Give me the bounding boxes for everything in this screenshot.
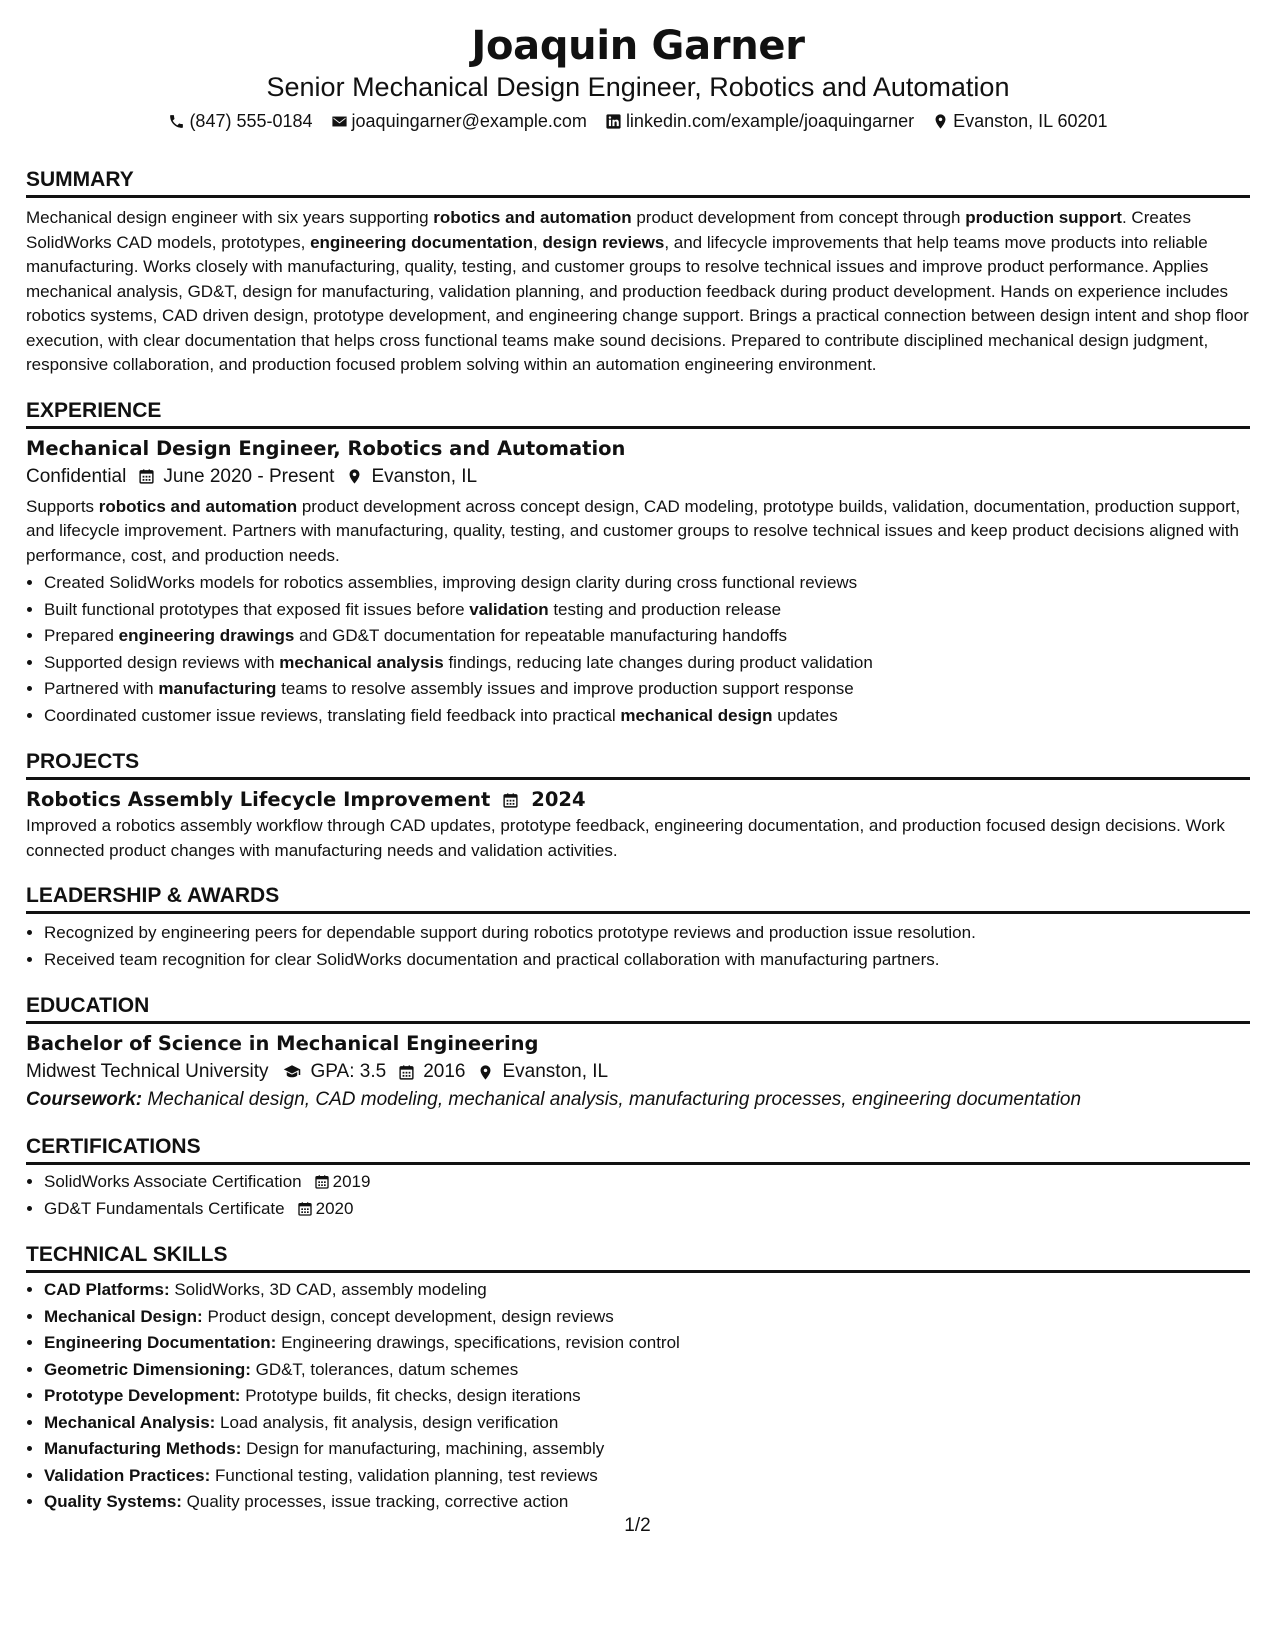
contact-email[interactable] bbox=[331, 109, 587, 133]
location-text: Evanston, IL 60201 bbox=[953, 111, 1108, 131]
calendar-icon bbox=[314, 1174, 330, 1190]
experience-section bbox=[26, 398, 1250, 730]
job-meta bbox=[26, 463, 1250, 491]
cert-year: 2019 bbox=[332, 1172, 371, 1191]
skills-section bbox=[26, 1242, 1250, 1516]
company-name: Confidential bbox=[26, 465, 127, 487]
list-item: • Coordinated customer issue reviews, translating field feedback into practical mechanical design updates bbox=[44, 703, 1250, 730]
linkedin-icon bbox=[605, 113, 622, 130]
calendar-icon bbox=[138, 468, 155, 485]
phone-text: (847) 555-0184 bbox=[189, 111, 313, 131]
resume-page bbox=[26, 22, 1250, 1516]
leadership-section bbox=[26, 883, 1250, 973]
section-title-skills: TECHNICAL SKILLS bbox=[26, 1242, 1250, 1273]
list-item: • Created SolidWorks models for robotics assemblies, improving design clarity during cross functional reviews bbox=[44, 570, 1250, 597]
map-pin-icon bbox=[932, 113, 949, 130]
job-bullets bbox=[26, 570, 1250, 729]
phone-icon bbox=[168, 113, 185, 130]
project-year: 2024 bbox=[531, 788, 586, 811]
list-item bbox=[44, 1169, 1250, 1196]
list-item: • Recognized by engineering peers for dependable support during robotics prototype reviews and production issue resolution. bbox=[44, 920, 1250, 947]
graduation-year: 2016 bbox=[423, 1061, 466, 1082]
calendar-icon bbox=[502, 792, 519, 809]
section-title-experience: EXPERIENCE bbox=[26, 398, 1250, 429]
job-title: Mechanical Design Engineer, Robotics and Automation bbox=[26, 436, 626, 460]
graduation-cap-icon bbox=[281, 1063, 303, 1081]
job-location: Evanston, IL bbox=[371, 465, 478, 487]
calendar-icon bbox=[398, 1064, 415, 1081]
email-text[interactable]: joaquingarner@example.com bbox=[351, 111, 587, 131]
list-item: • Supported design reviews with mechanical analysis findings, reducing late changes during product validation bbox=[44, 650, 1250, 677]
section-title-certifications: CERTIFICATIONS bbox=[26, 1134, 1250, 1165]
gpa-text: GPA: 3.5 bbox=[310, 1061, 387, 1082]
certifications-section bbox=[26, 1134, 1250, 1222]
list-item: • Quality Systems: Quality processes, issue tracking, corrective action bbox=[44, 1489, 1250, 1516]
list-item: • Engineering Documentation: Engineering drawings, specifications, revision control bbox=[44, 1330, 1250, 1357]
list-item: • Validation Practices: Functional testing, validation planning, test reviews bbox=[44, 1463, 1250, 1490]
envelope-icon bbox=[331, 113, 348, 130]
calendar-icon bbox=[297, 1201, 313, 1217]
linkedin-text[interactable]: linkedin.com/example/joaquingarner bbox=[625, 111, 915, 131]
contact-bar bbox=[26, 109, 1250, 133]
cert-name: • SolidWorks Associate Certification bbox=[44, 1172, 302, 1191]
school-location: Evanston, IL bbox=[502, 1061, 609, 1082]
list-item: • Geometric Dimensioning: GD&T, tolerances, datum schemes bbox=[44, 1357, 1250, 1384]
section-title-summary: SUMMARY bbox=[26, 167, 1250, 198]
list-item: • Prototype Development: Prototype builds, fit checks, design iterations bbox=[44, 1383, 1250, 1410]
list-item: • Mechanical Design: Product design, concept development, design reviews bbox=[44, 1304, 1250, 1331]
section-title-leadership: LEADERSHIP & AWARDS bbox=[26, 883, 1250, 914]
degree-name: Bachelor of Science in Mechanical Engineering bbox=[26, 1032, 539, 1055]
list-item: • Received team recognition for clear SolidWorks documentation and practical collaboration with manufacturing partners. bbox=[44, 947, 1250, 974]
project-description: Improved a robotics assembly workflow through CAD updates, prototype feedback, engineering documentation, and production focused design decisions. Work connected product changes with manufacturing needs and validation activities. bbox=[26, 816, 1225, 860]
list-item: • Built functional prototypes that exposed fit issues before validation testing and production release bbox=[44, 597, 1250, 624]
list-item bbox=[44, 1196, 1250, 1223]
candidate-name: Joaquin Garner bbox=[471, 23, 805, 69]
summary-section bbox=[26, 167, 1250, 378]
cert-name: • GD&T Fundamentals Certificate bbox=[44, 1198, 285, 1218]
project-heading bbox=[26, 786, 1250, 814]
skills-list bbox=[26, 1277, 1250, 1516]
map-pin-icon bbox=[346, 468, 363, 485]
project-name: Robotics Assembly Lifecycle Improvement bbox=[26, 788, 491, 811]
section-title-education: EDUCATION bbox=[26, 993, 1250, 1024]
coursework: Coursework: Mechanical design, CAD modeling, mechanical analysis, manufacturing processes, engineering documentation bbox=[26, 1089, 1082, 1110]
summary-text: Mechanical design engineer with six years supporting robotics and automation product development from concept through production support. Creates SolidWorks CAD models, prototypes, engineering documentation, design reviews, and lifecycle improvements that help teams move products into reliable manufacturing. Works closely with manufacturing, quality, testing, and customer groups to resolve technical issues and improve product performance. Applies mechanical analysis, GD&T, design for manufacturing, validation planning, and production feedback during product development. Hands on experience includes robotics systems, CAD driven design, prototype development, and engineering change support. Brings a practical connection between design intent and shop floor execution, with clear documentation that helps cross functional teams make sound decisions. Prepared to contribute disciplined mechanical design judgment, responsive collaboration, and production focused problem solving within an automation engineering environment. bbox=[26, 208, 1249, 374]
cert-year: 2020 bbox=[315, 1198, 354, 1218]
list-item: • Prepared engineering drawings and GD&T documentation for repeatable manufacturing handoffs bbox=[44, 623, 1250, 650]
map-pin-icon bbox=[477, 1064, 494, 1081]
job-description: Supports robotics and automation product development across concept design, CAD modeling, prototype builds, validation, documentation, production support, and lifecycle improvement. Partners with manufacturing, quality, testing, and customer groups to resolve technical issues and keep product decisions aligned with performance, cost, and production needs. bbox=[26, 496, 1241, 565]
candidate-headline: Senior Mechanical Design Engineer, Robotics and Automation bbox=[266, 72, 1010, 102]
projects-section bbox=[26, 749, 1250, 863]
page-number: 1/2 bbox=[624, 1515, 651, 1536]
contact-phone bbox=[168, 109, 312, 133]
education-section bbox=[26, 993, 1250, 1114]
education-meta bbox=[26, 1058, 1250, 1086]
list-item: • CAD Platforms: SolidWorks, 3D CAD, assembly modeling bbox=[44, 1277, 1250, 1304]
contact-location bbox=[932, 109, 1107, 133]
section-title-projects: PROJECTS bbox=[26, 749, 1250, 780]
school-name: Midwest Technical University bbox=[26, 1061, 269, 1082]
list-item: • Manufacturing Methods: Design for manufacturing, machining, assembly bbox=[44, 1436, 1250, 1463]
certifications-list bbox=[26, 1169, 1250, 1222]
leadership-list bbox=[26, 920, 1250, 973]
job-dates: June 2020 - Present bbox=[163, 465, 335, 487]
contact-linkedin[interactable] bbox=[605, 109, 914, 133]
list-item: • Mechanical Analysis: Load analysis, fit analysis, design verification bbox=[44, 1410, 1250, 1437]
list-item: • Partnered with manufacturing teams to resolve assembly issues and improve production support response bbox=[44, 676, 1250, 703]
